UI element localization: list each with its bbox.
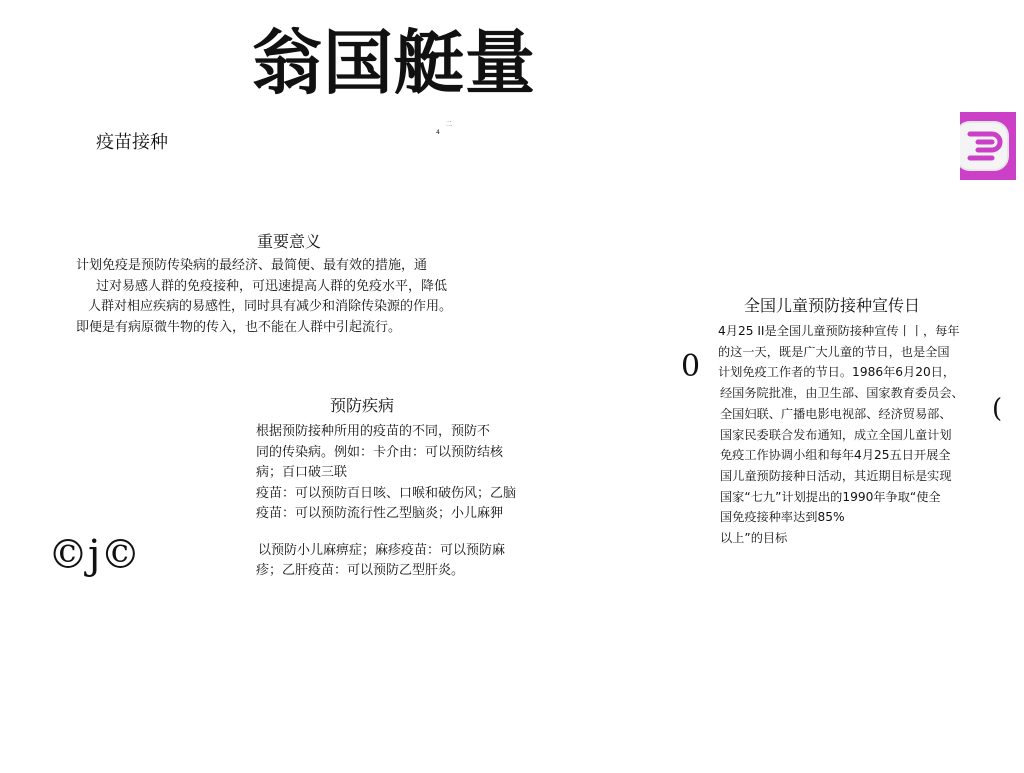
diseases-line: 同的传染病。例如：卡介由：可以预防结核	[256, 444, 504, 460]
vaccination-day-paragraph	[718, 321, 964, 549]
copyright-mark: ©j©	[48, 532, 141, 578]
significance-paragraph	[76, 256, 452, 338]
diseases-heading: 预防疾病	[330, 396, 395, 415]
vaccination-day-line: 经国务院批准，由卫生部、国家教育委员会、	[720, 386, 964, 401]
subtitle: 疫苗接种	[96, 132, 168, 153]
vaccination-day-line: 国免疫接种率达到85%	[720, 510, 845, 525]
vaccination-day-line: 全国妇联、广播电影电视部、经济贸易部、	[720, 406, 952, 421]
pink-logo-icon	[960, 112, 1016, 180]
tiny-mark-1: 二	[446, 121, 453, 128]
diseases-line: 病；百口破三联	[256, 465, 348, 480]
significance-heading: 重要意义	[257, 232, 322, 251]
pink-logo-shape	[960, 112, 1016, 180]
vaccination-day-line: 国家“七九”计划提出的1990年争取“使全	[720, 489, 941, 504]
vaccination-day-line: 国儿童预防接种日活动，其近期目标是实现	[720, 468, 952, 483]
vaccination-day-line: 的这一天，既是广大儿童的节日，也是全国	[718, 344, 950, 359]
diseases-line-blank	[256, 525, 516, 541]
vaccination-day-line: 4月25 II是全国儿童预防接种宣传丨丨，每年	[718, 324, 960, 338]
paren-left-mark: 0	[681, 349, 701, 384]
significance-line: 即便是有病原微牛物的传入，也不能在人群中引起流行。	[76, 319, 402, 335]
vaccination-day-line: 免疫工作协调小组和每年4月25五日开展全	[720, 448, 951, 463]
vaccination-day-line: 计划免疫工作者的节日。1986年6月20日，	[718, 365, 956, 380]
significance-line: 人群对相应疾病的易感性，同时具有减少和消除传染源的作用。	[88, 299, 453, 314]
diseases-line: 疹；乙肝疫苗：可以预防乙型肝炎。	[256, 563, 465, 578]
tiny-mark-2: 4	[436, 129, 440, 136]
diseases-line: 疫苗：可以预防百日咳、口喉和破伤风；乙脑	[256, 485, 517, 501]
page-title: 翁国艇量	[252, 22, 536, 104]
vaccination-day-line: 国家民委联合发布通知，成立全国儿童计划	[720, 427, 952, 442]
vaccination-day-heading: 全国儿童预防接种宣传日	[744, 296, 921, 315]
diseases-paragraph	[256, 422, 516, 582]
diseases-line: 根据预防接种所用的疫苗的不同，预防不	[256, 424, 491, 439]
significance-line: 计划免疫是预防传染病的最经济、最简便、最有效的措施，通	[76, 258, 428, 273]
diseases-line: 疫苗：可以预防流行性乙型脑炎；小儿麻狎	[256, 506, 504, 521]
vaccination-day-line: 以上”的目标	[720, 531, 788, 546]
significance-line: 过对易感人群的免疫接种，可迅速提高人群的免疫水平，降低	[96, 278, 448, 294]
paren-right-mark: (	[992, 394, 1003, 424]
diseases-line: 以预防小儿麻痹症；麻疹疫苗：可以预防麻	[258, 542, 506, 558]
